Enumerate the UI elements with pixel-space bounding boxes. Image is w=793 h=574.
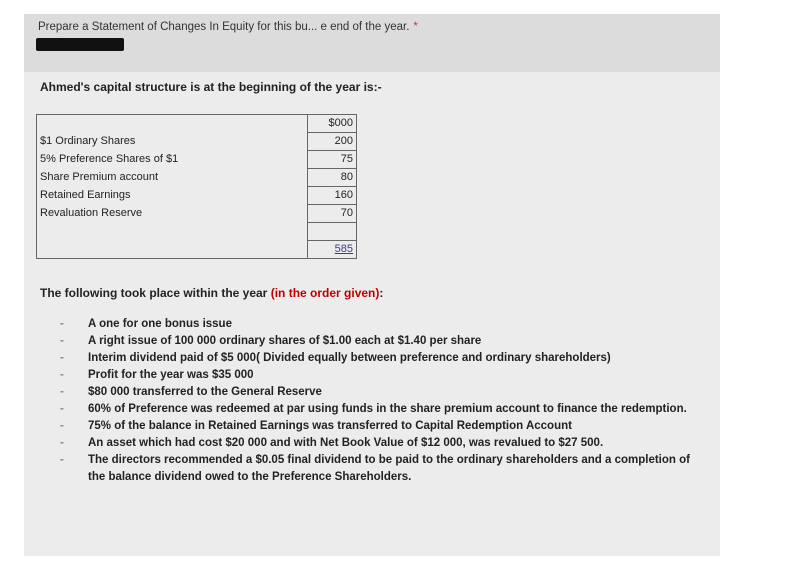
question-card xyxy=(24,14,720,556)
order-emphasis: (in the order given) xyxy=(270,286,380,300)
question-header xyxy=(24,14,720,72)
table-row xyxy=(37,187,357,205)
list-item: - Interim dividend paid of $5 000( Divided equally between preference and ordinary shareholders) xyxy=(54,350,704,367)
row-label: 5% Preference Shares of $1 xyxy=(37,151,308,169)
events-list xyxy=(54,316,704,486)
bullet-icon: - xyxy=(60,437,64,449)
capital-structure-table xyxy=(36,114,357,259)
row-label: $1 Ordinary Shares xyxy=(37,133,308,151)
required-marker: * xyxy=(413,21,418,33)
bullet-icon: - xyxy=(60,352,64,364)
events-title: The following took place within the year (in the order given): xyxy=(40,286,384,300)
table-row xyxy=(37,133,357,151)
table-row xyxy=(37,151,357,169)
bullet-icon: - xyxy=(60,420,64,432)
bullet-icon: - xyxy=(60,369,64,381)
list-item: - Profit for the year was $35 000 xyxy=(54,367,704,384)
bullet-icon: - xyxy=(60,454,64,466)
unit-header: $000 xyxy=(308,115,357,133)
total-value: 585 xyxy=(334,243,353,255)
row-value: 80 xyxy=(308,169,357,187)
redacted-block xyxy=(36,38,124,51)
row-label: Share Premium account xyxy=(37,169,308,187)
bullet-icon: - xyxy=(60,335,64,347)
total-row xyxy=(37,241,357,259)
list-item: - 75% of the balance in Retained Earnings was transferred to Capital Redemption Account xyxy=(54,418,704,435)
question-text: Prepare a Statement of Changes In Equity for this bu... e end of the year. * xyxy=(38,21,418,33)
bullet-icon: - xyxy=(60,403,64,415)
row-value: 75 xyxy=(308,151,357,169)
intro-text: Ahmed's capital structure is at the beginning of the year is:- xyxy=(40,80,382,94)
table-header-row xyxy=(37,115,357,133)
table-row xyxy=(37,223,357,241)
list-item: - A right issue of 100 000 ordinary shares of $1.00 each at $1.40 per share xyxy=(54,333,704,350)
table-row xyxy=(37,205,357,223)
row-label: Revaluation Reserve xyxy=(37,205,308,223)
list-item: - The directors recommended a $0.05 final dividend to be paid to the ordinary shareholders and a completion of the balance dividend owed to the Preference Shareholders. xyxy=(60,454,690,483)
row-value: 70 xyxy=(308,205,357,223)
list-item: - A one for one bonus issue xyxy=(54,316,704,333)
row-label: Retained Earnings xyxy=(37,187,308,205)
list-item: - 60% of Preference was redeemed at par using funds in the share premium account to finance the redemption. xyxy=(54,401,704,418)
table-row xyxy=(37,169,357,187)
list-item: - An asset which had cost $20 000 and with Net Book Value of $12 000, was revalued to $27 500. xyxy=(54,435,704,452)
list-item: - $80 000 transferred to the General Reserve xyxy=(54,384,704,401)
row-value: 200 xyxy=(308,133,357,151)
row-value: 160 xyxy=(308,187,357,205)
bullet-icon: - xyxy=(60,386,64,398)
bullet-icon: - xyxy=(60,318,64,330)
